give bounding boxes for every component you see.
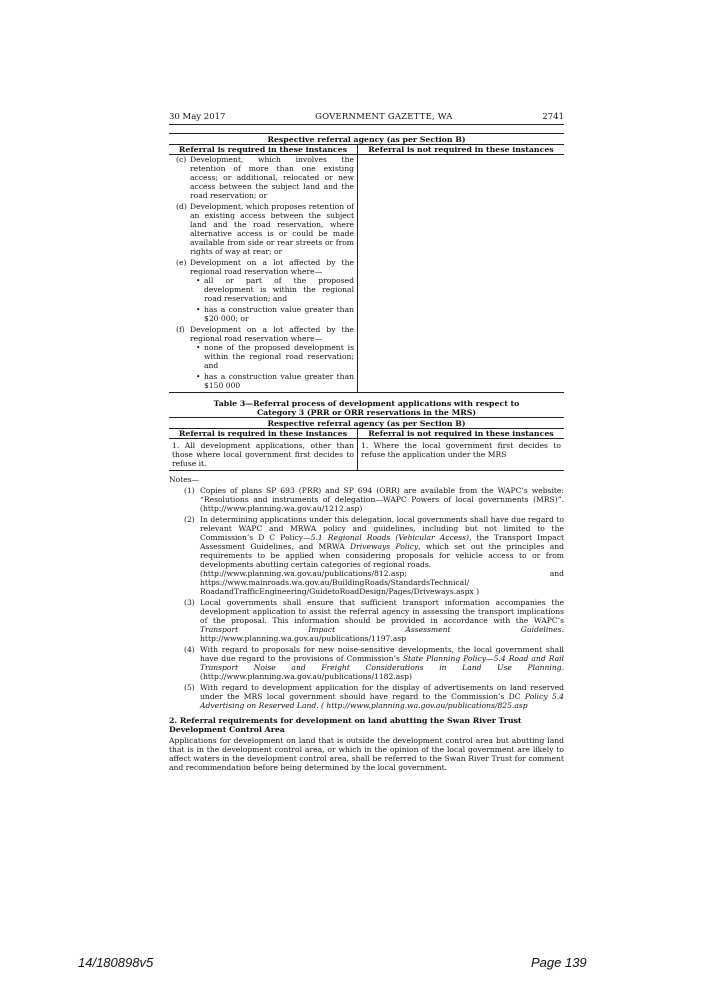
header-page-number: 2741 xyxy=(542,112,564,122)
table1-item xyxy=(176,258,354,323)
item-label: (c) xyxy=(176,155,187,164)
item-label: (d) xyxy=(176,202,187,211)
item-bullets xyxy=(190,276,354,323)
gazette-page xyxy=(169,113,564,772)
table1-item xyxy=(176,325,354,390)
item-label: (f) xyxy=(176,325,185,334)
footer-doc-ref: 14/180898v5 xyxy=(78,955,154,970)
item-text: Development, which proposes retention of an existing access between the subject land and the road reservation, where alternative access is or could be made available from side or rear streets or from rights of way at rear; or xyxy=(190,202,354,256)
table3-required-cell: 1. All development applications, other than those where local government first decides to refuse it. xyxy=(169,439,358,471)
page-header xyxy=(169,113,564,125)
bullet-item: • none of the proposed development is within the regional road reservation; and xyxy=(204,343,354,370)
table3-title xyxy=(169,399,564,417)
note-label: (5) xyxy=(184,683,195,692)
header-title: GOVERNMENT GAZETTE, WA xyxy=(315,112,453,122)
table1-required-cell xyxy=(169,155,358,393)
note-text: In determining applications under this delegation, local governments shall have due regard to relevant WAPC and MRWA policy and guidelines, including but not limited to the Commission’s D C Policy—5.1 Regional Roads (Vehicular Access), the Transport Impact Assessment Guidelines, and MRWA Driveways Policy, which set out the principles and requirements to be applied when considering proposals for vehicle access to or from developments abutting certain categories of regional roads. (http://www.planning.wa.gov.au/publications/812.asp; and https://www.mainroads.wa.gov.au/BuildingRoads/StandardsTechnical/ RoadandTrafficEngineering/GuidetoRoadDesign/Pages/Driveways.aspx ) xyxy=(200,515,564,596)
table1-item xyxy=(176,155,354,200)
bullet-item: • has a construction value greater than $20 000; or xyxy=(204,305,354,323)
table3-col-not-required: Referral is not required in these instances xyxy=(358,429,565,439)
note-label: (3) xyxy=(184,598,195,607)
item-label: (e) xyxy=(176,258,187,267)
item-text: Development on a lot affected by the regional road reservation where— xyxy=(190,325,354,343)
note-label: (1) xyxy=(184,486,195,495)
section2-heading: 2. Referral requirements for development on land abutting the Swan River Trust Development Control Area xyxy=(169,716,522,734)
table1-span-header: Respective referral agency (as per Section B) xyxy=(169,134,564,145)
table1-item xyxy=(176,202,354,256)
note-label: (2) xyxy=(184,515,195,524)
referral-table-continued xyxy=(169,133,564,393)
bullet-item: • all or part of the proposed development is within the regional road reservation; and xyxy=(204,276,354,303)
note-item xyxy=(184,598,564,643)
table3 xyxy=(169,417,564,471)
note-text: Copies of plans SP 693 (PRR) and SP 694 (ORR) are available from the WAPC’s website: “Resolutions and instruments of delegation—WAPC Powers of local governments (MRS)”. (http://www.planning.wa.gov.au/1212.asp) xyxy=(200,486,564,513)
table1-col-not-required: Referral is not required in these instances xyxy=(358,145,565,155)
note-text: With regard to development application for the display of advertisements on land reserved under the MRS local government should have regard to the Commission’s DC Policy 5.4 Advertising on Reserved Land. ( http://www.planning.wa.gov.au/publications/825.asp xyxy=(200,683,564,710)
table3-not-required-cell: 1. Where the local government first decides to refuse the application under the MRS xyxy=(361,441,561,459)
note-label: (4) xyxy=(184,645,195,654)
note-text: Local governments shall ensure that sufficient transport information accompanies the development application to assist the referral agency in assessing the transport implications of the proposal. This information should be provided in accordance with the WAPC’s Transport Impact Assessment Guidelines. http://www.planning.wa.gov.au/publications/1197.asp xyxy=(200,598,564,643)
table1-item-list xyxy=(172,155,354,390)
bullet-item: • has a construction value greater than $150 000 xyxy=(204,372,354,390)
table3-title-line1: Table 3—Referral process of development applications with respect to xyxy=(213,399,520,408)
item-text: Development, which involves the retention of more than one existing access; or additional, relocated or new access between the subject land and the road reservation; or xyxy=(190,155,354,200)
table3-col-required: Referral is required in these instances xyxy=(169,429,358,439)
header-date: 30 May 2017 xyxy=(169,112,226,122)
item-bullets xyxy=(190,343,354,390)
table3-title-line2: Category 3 (PRR or ORR reservations in the MRS) xyxy=(256,408,477,417)
note-text: With regard to proposals for new noise-sensitive developments, the local government shall have due regard to the provisions of Commission’s State Planning Policy—5.4 Road and Rail Transport Noise and Freight Considerations in Land Use Planning. (http://www.planning.wa.gov.au/publications/1182.asp) xyxy=(200,645,564,681)
note-item xyxy=(184,645,564,681)
note-item xyxy=(184,683,564,710)
note-item xyxy=(184,515,564,596)
notes-list xyxy=(169,486,564,710)
section2-body: Applications for development on land that is outside the development control area but abutting land that is in the development control area, or which in the opinion of the local government are likely to affect waters in the development control area, shall be referred to the Swan River Trust for comment and recommendation before being determined by the local government. xyxy=(169,736,564,772)
table1-not-required-cell xyxy=(358,155,565,393)
footer-page-label: Page 139 xyxy=(531,955,587,970)
notes-heading: Notes— xyxy=(169,475,200,484)
note-item xyxy=(184,486,564,513)
table1-col-required: Referral is required in these instances xyxy=(169,145,358,155)
item-text: Development on a lot affected by the regional road reservation where— xyxy=(190,258,354,276)
table3-span-header: Respective referral agency (as per Section B) xyxy=(169,418,564,429)
